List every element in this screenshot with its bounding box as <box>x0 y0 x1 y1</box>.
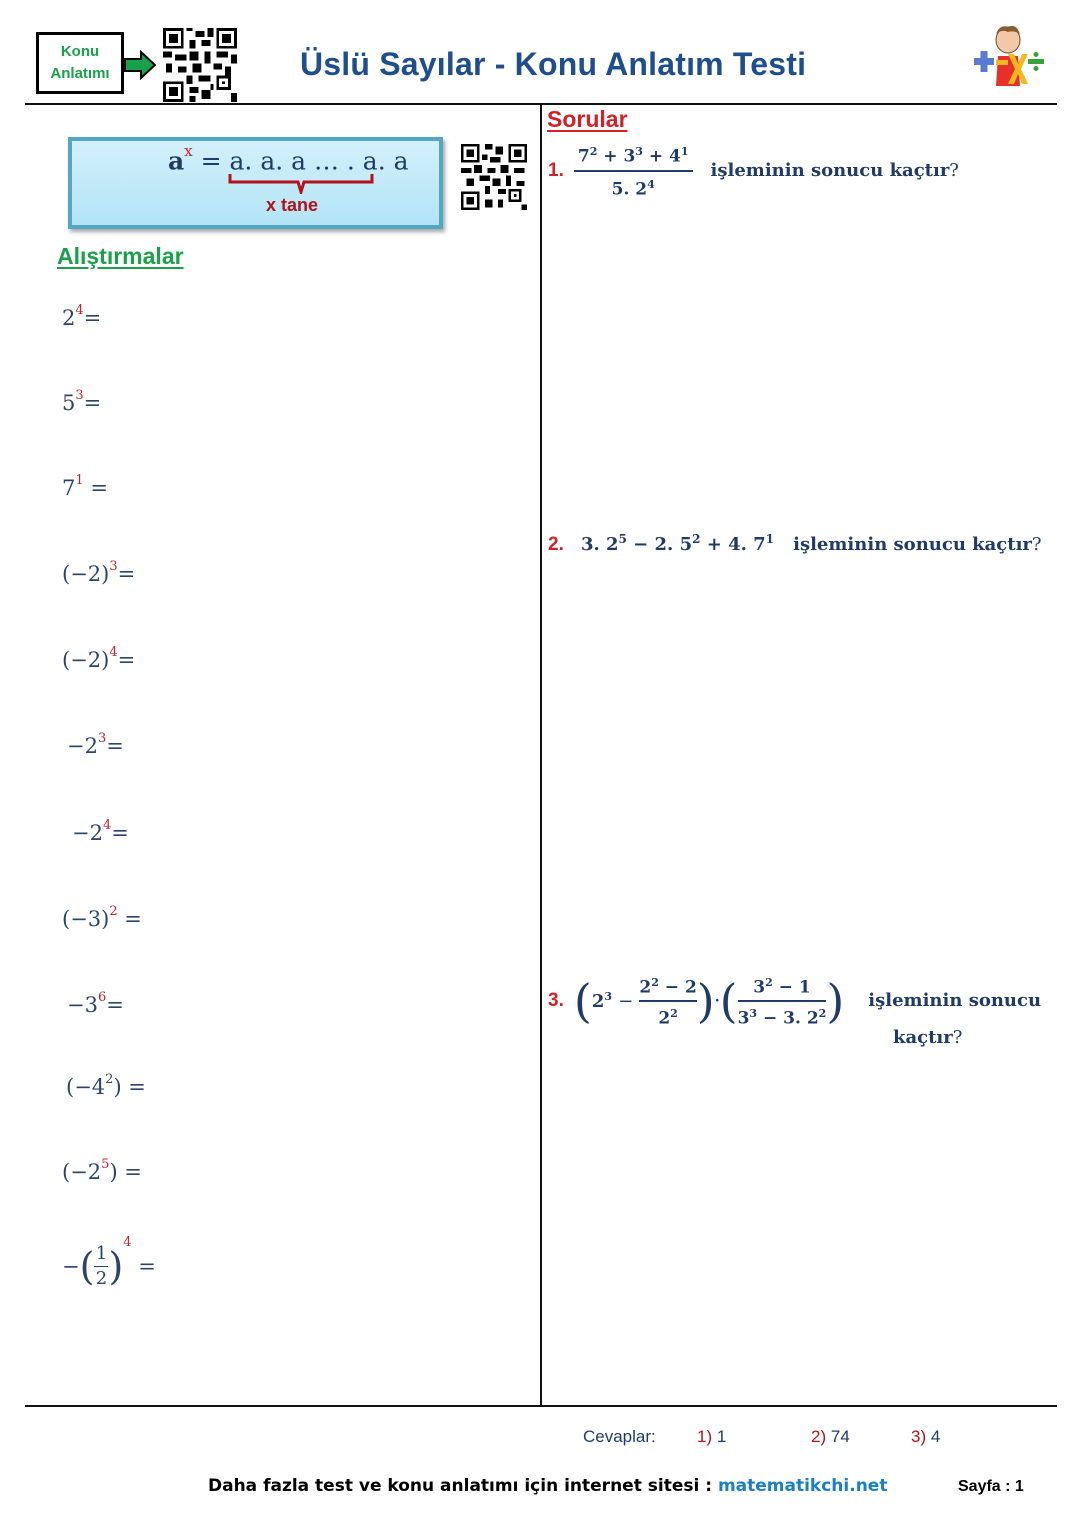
question-1: 1. $\frac{7^2 + 3^3 + 4^1}{5. 2^4}$ işleminin sonucu kaçtır? <box>548 141 959 200</box>
exercise-item: $-2^3=$ <box>67 731 124 758</box>
answers-label: Cevaplar: <box>583 1427 656 1446</box>
exercise-item: $(-2)^4=$ <box>62 645 136 672</box>
exercise-item: $7^1$ = <box>62 473 108 500</box>
definition-rhs: = a. a. a … . a. a <box>200 146 409 176</box>
exercise-item: −( $\frac{1}{2}$ )$^4$ = <box>62 1235 156 1289</box>
arrow-right-icon <box>124 50 156 80</box>
exercise-item: $(-2)^3=$ <box>62 559 136 586</box>
questions-heading: Sorular <box>547 106 628 132</box>
exercise-item: $5^3=$ <box>62 388 102 415</box>
answer-1: 1) 1 <box>697 1427 727 1446</box>
konu-label-line2: Anlatımı <box>50 65 110 82</box>
footer-divider <box>25 1405 1057 1407</box>
question-3: 3. ( $2^3$ − $\frac{2^2 - 2}{2^2}$ ) · ( $\frac{3^2 - 1}{3^3 - 3. 2^2}$ ) işleminin sonucu <box>548 973 1042 1029</box>
question-2: 2. 3. $2^5 - 2$. $5^2 + 4$. $7^1$ işleminin sonucu kaçtır? <box>548 532 1042 555</box>
math-mascot-icon <box>968 24 1048 94</box>
qr-code-icon[interactable] <box>458 144 530 210</box>
column-divider <box>540 104 542 1407</box>
exercise-item: $2^4=$ <box>62 303 102 330</box>
exercise-item: $(-2^5)$ = <box>62 1157 142 1184</box>
footer-text: Daha fazla test ve konu anlatımı için internet sitesi : matematikchi.net <box>208 1476 888 1496</box>
konu-anlatimi-button[interactable] <box>36 32 124 94</box>
exercise-item: $(-3)^2$ = <box>62 904 142 931</box>
underbrace-icon <box>228 172 374 194</box>
exercise-item: $-2^4=$ <box>72 818 129 845</box>
exercise-item: $(-4^2)$ = <box>66 1072 146 1099</box>
konu-label-line1: Konu <box>60 43 100 60</box>
page-number: Sayfa : 1 <box>958 1478 1024 1495</box>
answer-3: 3) 4 <box>911 1427 941 1446</box>
page-title: Üslü Sayılar - Konu Anlatım Testi <box>300 46 807 82</box>
question-3-line2: kaçtır? <box>893 1027 963 1048</box>
answer-2: 2) 74 <box>811 1427 850 1446</box>
qr-code-icon[interactable] <box>160 28 240 102</box>
definition-formula: $a^x = a$. a. a … . a. a <box>168 142 409 176</box>
q1-fraction: $\frac{7^2 + 3^3 + 4^1}{5. 2^4}$ <box>578 141 689 200</box>
brace-label: x tane <box>266 195 319 215</box>
exercise-item: $-3^6=$ <box>67 990 124 1017</box>
website-link[interactable]: matematikchi.net <box>717 1476 888 1496</box>
exercises-heading: Alıştırmalar <box>57 243 184 269</box>
fraction: $\frac{1}{2}$ <box>95 1243 108 1289</box>
